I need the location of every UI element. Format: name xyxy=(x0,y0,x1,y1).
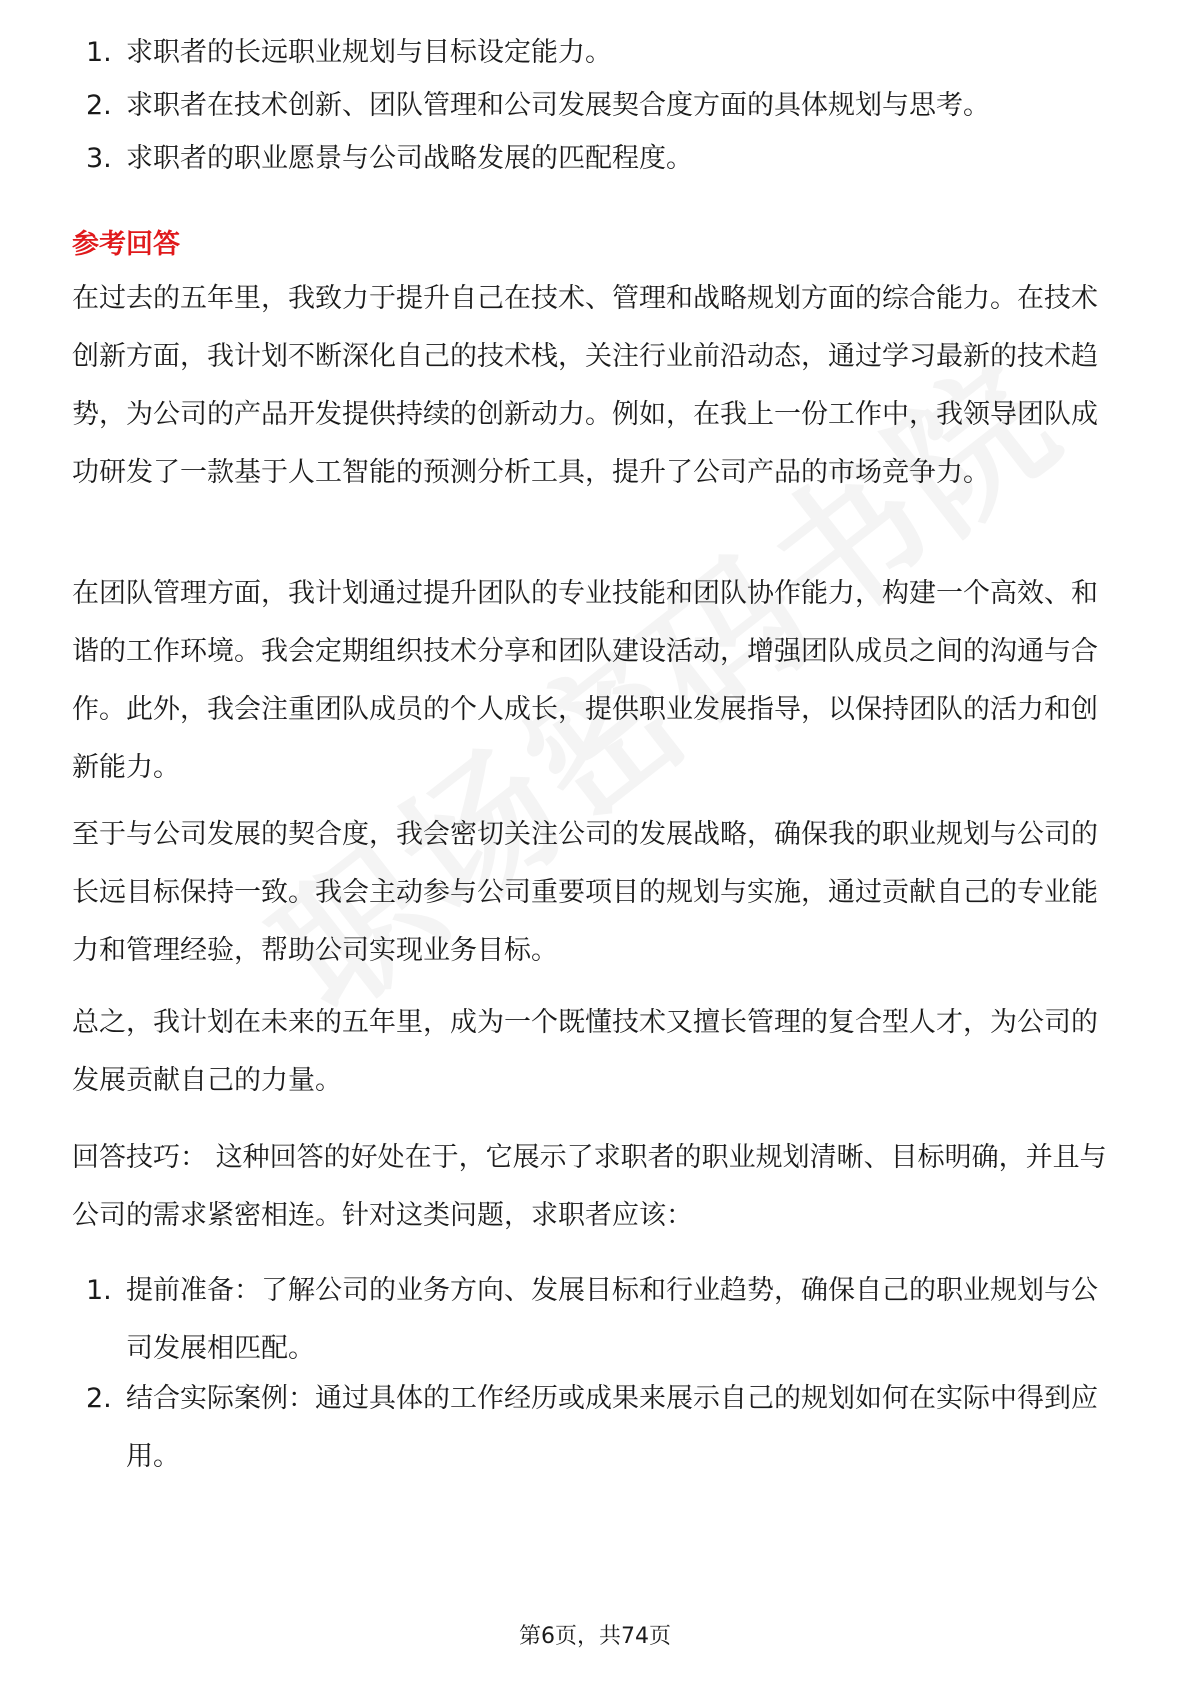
criteria-list xyxy=(0,24,1190,183)
list-item-number: 1. xyxy=(86,37,112,68)
list-item xyxy=(0,24,1120,77)
answer-paragraph: 在过去的五年里，我致力于提升自己在技术、管理和战略规划方面的综合能力。在技术创新方面，我计划不断深化自己的技术栈，关注行业前沿动态，通过学习最新的技术趋势，为公司的产品开发提供持续的创新动力。例如，在我上一份工作中，我领导团队成功研发了一款基于人工智能的预测分析工具，提升了公司产品的市场竞争力。 xyxy=(72,283,1098,488)
list-item xyxy=(0,1262,1120,1370)
list-item-number: 2. xyxy=(86,90,112,121)
answer-paragraph: 总之，我计划在未来的五年里，成为一个既懂技术又擅长管理的复合型人才，为公司的发展贡献自己的力量。 xyxy=(72,1007,1098,1096)
answer-paragraph: 在团队管理方面，我计划通过提升团队的专业技能和团队协作能力，构建一个高效、和谐的工作环境。我会定期组织技术分享和团队建设活动，增强团队成员之间的沟通与合作。此外，我会注重团队成员的个人成长，提供职业发展指导，以保持团队的活力和创新能力。 xyxy=(72,578,1098,783)
list-item xyxy=(0,1370,1120,1478)
list-item-number: 2. xyxy=(86,1383,112,1414)
list-item-text: 求职者的长远职业规划与目标设定能力。 xyxy=(126,37,612,68)
tips-list xyxy=(0,1262,1190,1478)
answer-tips-paragraph: 回答技巧： 这种回答的好处在于，它展示了求职者的职业规划清晰、目标明确，并且与公司的需求紧密相连。针对这类问题，求职者应该： xyxy=(72,1142,1107,1231)
list-item-text: 求职者的职业愿景与公司战略发展的匹配程度。 xyxy=(126,143,693,174)
list-item-number: 1. xyxy=(86,1275,112,1306)
page-number: 第6页，共74页 xyxy=(519,1624,671,1649)
answer-paragraph: 至于与公司发展的契合度，我会密切关注公司的发展战略，确保我的职业规划与公司的长远目标保持一致。我会主动参与公司重要项目的规划与实施，通过贡献自己的专业能力和管理经验，帮助公司实现业务目标。 xyxy=(72,819,1098,966)
list-item xyxy=(0,130,1120,183)
list-item-text: 结合实际案例：通过具体的工作经历或成果来展示自己的规划如何在实际中得到应用。 xyxy=(126,1383,1098,1472)
section-heading: 参考回答 xyxy=(72,229,180,260)
list-item-text: 提前准备：了解公司的业务方向、发展目标和行业趋势，确保自己的职业规划与公司发展相匹配。 xyxy=(126,1275,1098,1364)
list-item-number: 3. xyxy=(86,143,112,174)
list-item xyxy=(0,77,1120,130)
list-item-text: 求职者在技术创新、团队管理和公司发展契合度方面的具体规划与思考。 xyxy=(126,90,990,121)
